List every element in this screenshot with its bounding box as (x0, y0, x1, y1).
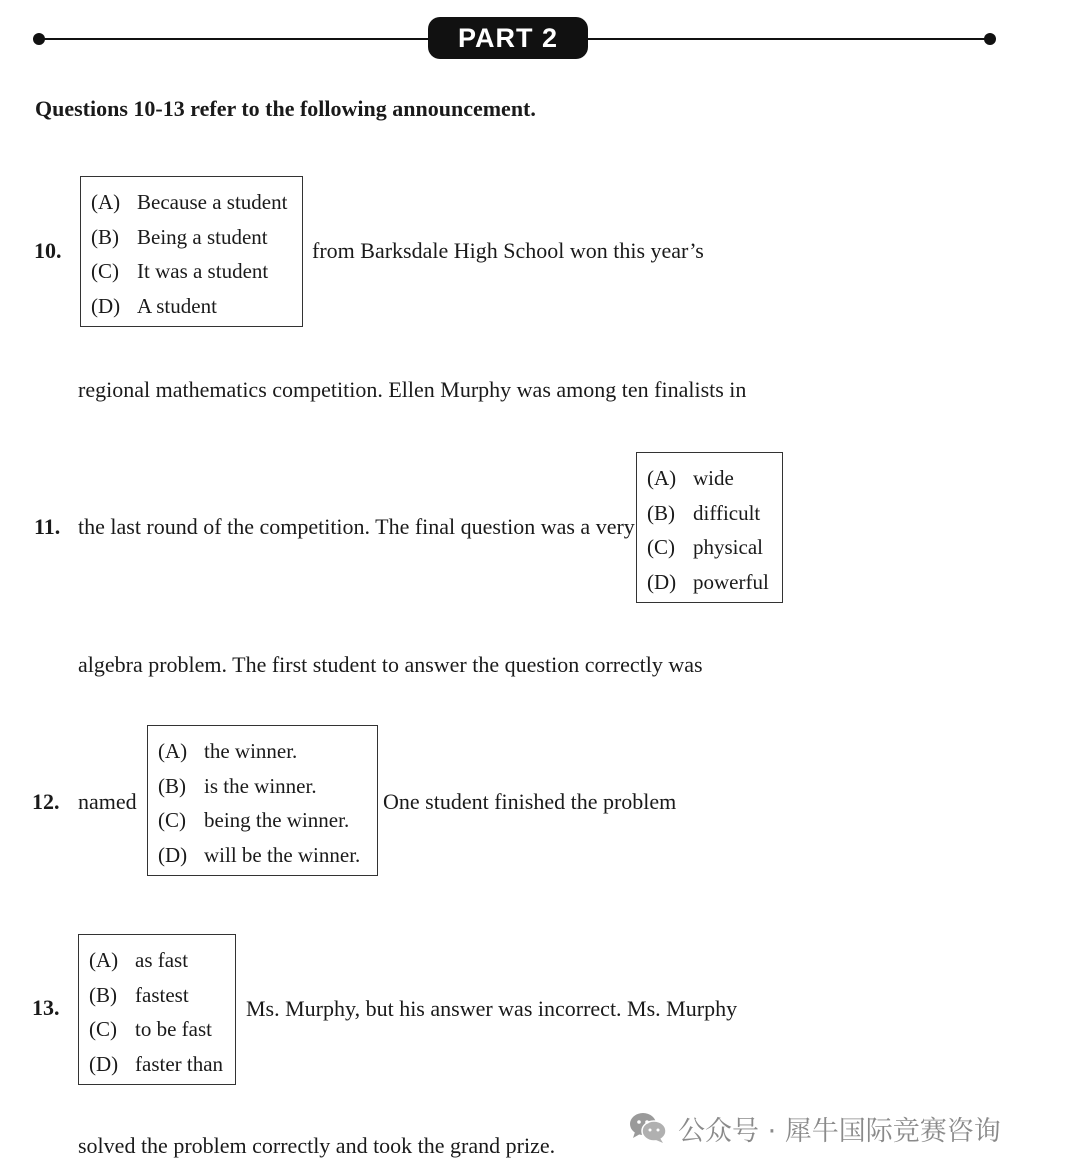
option-12-c[interactable]: (C) being the winner. (158, 808, 350, 832)
header-rule-right-dot (984, 33, 996, 45)
option-11-c[interactable]: (C) physical (647, 535, 763, 559)
option-13-c[interactable]: (C) to be fast (89, 1017, 212, 1041)
passage-line-4: algebra problem. The first student to answer the question correctly was (78, 652, 703, 677)
answer-box-10 (80, 176, 303, 327)
watermark-text: 公众号 · 犀牛国际竞赛咨询 (678, 1115, 1001, 1147)
option-10-c[interactable]: (C) It was a student (91, 259, 269, 283)
option-10-d[interactable]: (D) A student (91, 293, 217, 318)
passage-text-12-after: One student finished the problem (383, 789, 677, 814)
part-badge: PART 2 (428, 17, 588, 59)
question-number-10: 10. (34, 238, 62, 263)
passage-text-10-after: from Barksdale High School won this year’s (312, 238, 704, 263)
header-rule-left (40, 38, 430, 40)
answer-box-13 (78, 934, 236, 1085)
option-11-b[interactable]: (B) difficult (647, 500, 761, 525)
option-10-a[interactable]: (A) Because a student (91, 190, 288, 214)
option-11-d[interactable]: (D) powerful (647, 569, 769, 594)
option-12-d[interactable]: (D) will be the winner. (158, 842, 361, 867)
option-13-d[interactable]: (D) faster than (89, 1051, 224, 1076)
wechat-icon (628, 1110, 668, 1146)
option-13-b[interactable]: (B) fastest (89, 982, 189, 1007)
watermark (628, 1108, 1001, 1148)
option-11-a[interactable]: (A) wide (647, 466, 734, 490)
passage-line-2: regional mathematics competition. Ellen Murphy was among ten finalists in (78, 377, 747, 402)
header-rule-right (586, 38, 990, 40)
question-number-13: 13. (32, 995, 60, 1020)
question-number-11: 11. (34, 514, 61, 539)
option-12-b[interactable]: (B) is the winner. (158, 773, 317, 798)
answer-box-12 (147, 725, 378, 876)
passage-text-12-before: named (78, 789, 137, 814)
option-13-a[interactable]: (A) as fast (89, 948, 189, 972)
option-10-b[interactable]: (B) Being a student (91, 224, 268, 249)
section-heading: Questions 10-13 refer to the following announcement. (35, 96, 536, 121)
answer-box-11 (636, 452, 783, 603)
passage-line-6: solved the problem correctly and took the grand prize. (78, 1133, 556, 1158)
passage-text-11-before: the last round of the competition. The final question was a very (78, 514, 635, 539)
question-number-12: 12. (32, 789, 60, 814)
passage-text-13-after: Ms. Murphy, but his answer was incorrect. Ms. Murphy (246, 996, 738, 1021)
option-12-a[interactable]: (A) the winner. (158, 739, 298, 763)
